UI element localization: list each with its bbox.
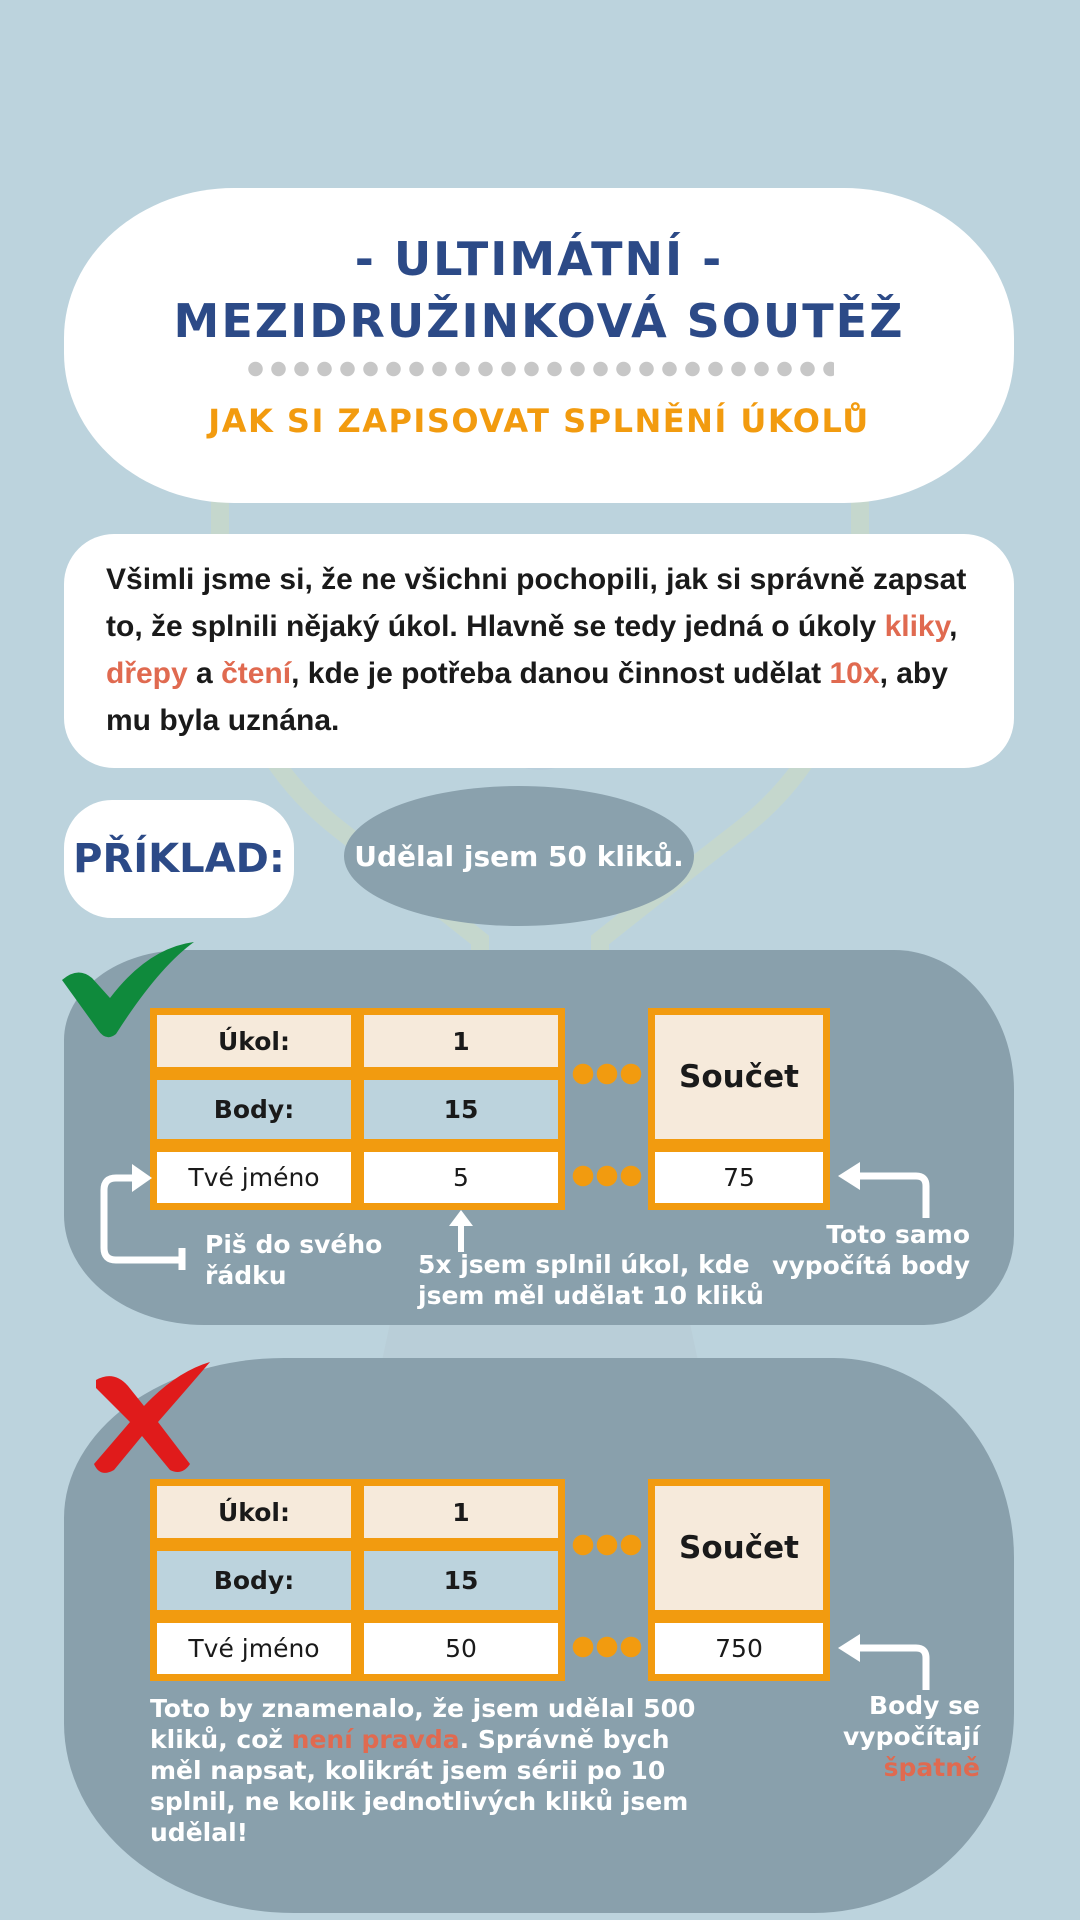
intro-card bbox=[64, 534, 1014, 768]
intro-text bbox=[106, 556, 986, 744]
wrong-note-right-a: Body se vypočítají bbox=[842, 1691, 980, 1751]
wrong-note-right-highlight: špatně bbox=[883, 1753, 980, 1782]
correct-sum-value: 75 bbox=[648, 1145, 830, 1210]
intro-sep-1: , bbox=[949, 610, 958, 643]
wrong-name-label: Tvé jméno bbox=[150, 1616, 358, 1681]
title-line-2: MEZIDRUŽINKOVÁ SOUTĚŽ bbox=[173, 294, 905, 348]
wrong-note-right bbox=[730, 1690, 980, 1783]
correct-task-value: 1 bbox=[357, 1008, 565, 1074]
intro-part-2: , kde je potřeba danou činnost udělat bbox=[291, 657, 830, 690]
wrong-task-label: Úkol: bbox=[150, 1479, 358, 1545]
ellipsis-dots bbox=[571, 1063, 643, 1085]
intro-part-3: , aby mu byla uznána. bbox=[106, 657, 948, 737]
wrong-note-left bbox=[150, 1693, 710, 1848]
wrong-note-left-a: Toto by znamenalo, že jsem udělal 500 kliků, což bbox=[150, 1694, 696, 1754]
highlight-10x: 10x bbox=[829, 657, 880, 690]
correct-points-value: 15 bbox=[357, 1073, 565, 1146]
correct-note-middle: 5x jsem splnil úkol, kde jsem měl udělat 10 kliků bbox=[418, 1250, 764, 1310]
ellipsis-dots bbox=[571, 1636, 643, 1658]
arrow-icon bbox=[826, 1160, 936, 1220]
wrong-task-value: 1 bbox=[357, 1479, 565, 1545]
correct-note-left: Piš do svého řádku bbox=[205, 1230, 383, 1290]
wrong-points-value: 15 bbox=[357, 1544, 565, 1617]
highlight-kliky: kliky bbox=[884, 610, 950, 643]
correct-points-label: Body: bbox=[150, 1073, 358, 1146]
wrong-name-value: 50 bbox=[357, 1616, 565, 1681]
intro-part-1: Všimli jsme si, že ne všichni pochopili, jak si správně zapsat to, že splnili nějaký úkol. Hlavně se tedy jedná o úkoly bbox=[106, 563, 967, 643]
arrow-icon bbox=[826, 1632, 936, 1692]
correct-sum-label: Součet bbox=[648, 1008, 830, 1146]
intro-sep-2: a bbox=[187, 657, 222, 690]
wrong-points-label: Body: bbox=[150, 1544, 358, 1617]
wrong-sum-value: 750 bbox=[648, 1616, 830, 1681]
example-label: PŘÍKLAD: bbox=[64, 800, 294, 918]
correct-note-right: Toto samo vypočítá body bbox=[772, 1220, 970, 1280]
subtitle: JAK SI ZAPISOVAT SPLNĚNÍ ÚKOLŮ bbox=[208, 402, 870, 440]
dotted-divider bbox=[244, 360, 834, 378]
highlight-drepy: dřepy bbox=[106, 657, 188, 690]
ellipsis-dots bbox=[571, 1534, 643, 1556]
highlight-cteni: čtení bbox=[221, 657, 292, 690]
wrong-sum-label: Součet bbox=[648, 1479, 830, 1617]
arrow-icon bbox=[96, 1160, 196, 1270]
cross-icon bbox=[86, 1360, 216, 1480]
ellipsis-dots bbox=[571, 1165, 643, 1187]
title-line-1: - ULTIMÁTNÍ - bbox=[354, 232, 724, 286]
example-statement: Udělal jsem 50 kliků. bbox=[344, 786, 694, 926]
correct-name-label: Tvé jméno bbox=[150, 1145, 358, 1210]
correct-task-label: Úkol: bbox=[150, 1008, 358, 1074]
wrong-note-highlight: není pravda bbox=[291, 1725, 460, 1754]
title-card bbox=[64, 188, 1014, 503]
arrow-icon bbox=[446, 1208, 476, 1252]
wrong-note-left-b: . Správně bych měl napsat, kolikrát jsem sérii po 10 splnil, ne kolik jednotlivých kliků jsem udělal! bbox=[150, 1725, 689, 1847]
correct-name-value: 5 bbox=[357, 1145, 565, 1210]
